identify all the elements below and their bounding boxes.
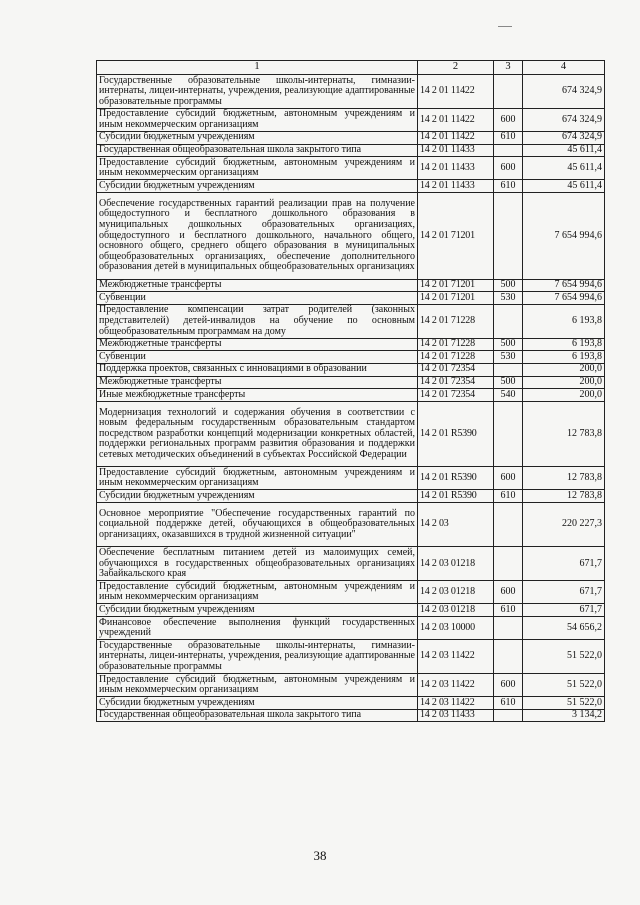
row-type [494, 640, 523, 674]
table-row [97, 490, 605, 503]
column-header-3: 3 [494, 61, 523, 75]
row-amount: 45 611,4 [523, 157, 605, 180]
row-code: 14 2 01 11422 [418, 75, 494, 109]
row-name: Предоставление субсидий бюджетным, автономным учреждениям и иным некоммерческим организациям [97, 157, 418, 180]
table-row [97, 640, 605, 674]
row-code: 14 2 01 72354 [418, 363, 494, 376]
row-name: Государственные образовательные школы-интернаты, гимназии-интернаты, лицеи-интернаты, учреждения, реализующие адаптированные образовательные программы [97, 75, 418, 109]
row-type: 500 [494, 338, 523, 351]
table-row [97, 674, 605, 697]
row-name: Финансовое обеспечение выполнения функций государственных учреждений [97, 617, 418, 640]
budget-table [96, 60, 605, 722]
row-name: Предоставление компенсации затрат родителей (законных представителей) детей-инвалидов на обучение по основным общеобразовательным программам на дому [97, 304, 418, 338]
row-name: Межбюджетные трансферты [97, 338, 418, 351]
page-edge-mark [498, 26, 512, 27]
table-row [97, 617, 605, 640]
row-type: 500 [494, 279, 523, 292]
row-type: 600 [494, 467, 523, 490]
row-code: 14 2 01 71201 [418, 192, 494, 279]
column-number-header-row [97, 61, 605, 75]
row-amount: 671,7 [523, 604, 605, 617]
row-name: Обеспечение государственных гарантий реализации прав на получение общедоступного и бесплатного дошкольного образования в муниципальных дошкольных образовательных организациях, общедоступного и бесплатного дошкольного, начального общего, основного общего, среднего общего образования в муниципальных общеобразовательных организациях, обеспечение дополнительного образования детей в муниципальных общеобразовательных организациях [97, 192, 418, 279]
row-code: 14 2 03 11422 [418, 697, 494, 710]
row-code: 14 2 03 11422 [418, 640, 494, 674]
row-code: 14 2 03 01218 [418, 604, 494, 617]
table-row [97, 192, 605, 279]
row-name: Субсидии бюджетным учреждениям [97, 131, 418, 144]
table-row [97, 144, 605, 157]
row-type [494, 75, 523, 109]
row-code: 14 2 01 71201 [418, 279, 494, 292]
row-name: Модернизация технологий и содержания обучения в соответствии с новым федеральным государственным образовательным стандартом посредством разработки концепций модернизации конкретных областей, поддержки региональных программ развития образования и поддержки сетевых методических объединений в субъектах Российской Федерации [97, 401, 418, 467]
row-code: 14 2 01 R5390 [418, 401, 494, 467]
row-code: 14 2 03 01218 [418, 547, 494, 581]
row-code: 14 2 01 R5390 [418, 490, 494, 503]
row-code: 14 2 01 71228 [418, 351, 494, 364]
row-name: Межбюджетные трансферты [97, 376, 418, 389]
row-amount: 200,0 [523, 376, 605, 389]
row-type [494, 617, 523, 640]
row-type: 600 [494, 108, 523, 131]
row-type: 610 [494, 490, 523, 503]
row-name: Предоставление субсидий бюджетным, автономным учреждениям и иным некоммерческим организациям [97, 674, 418, 697]
row-code: 14 2 01 11422 [418, 131, 494, 144]
row-amount: 45 611,4 [523, 180, 605, 193]
row-type [494, 304, 523, 338]
row-type [494, 547, 523, 581]
column-header-2: 2 [418, 61, 494, 75]
row-amount: 7 654 994,6 [523, 292, 605, 305]
row-name: Субвенции [97, 351, 418, 364]
row-type [494, 144, 523, 157]
row-amount: 51 522,0 [523, 640, 605, 674]
row-name: Предоставление субсидий бюджетным, автономным учреждениям и иным некоммерческим организациям [97, 108, 418, 131]
row-amount: 45 611,4 [523, 144, 605, 157]
row-name: Государственные образовательные школы-интернаты, гимназии-интернаты, лицеи-интернаты, учреждения, реализующие адаптированные образовательные программы [97, 640, 418, 674]
row-amount: 671,7 [523, 581, 605, 604]
row-name: Государственная общеобразовательная школа закрытого типа [97, 144, 418, 157]
row-amount: 674 324,9 [523, 131, 605, 144]
row-amount: 6 193,8 [523, 338, 605, 351]
row-amount: 12 783,8 [523, 490, 605, 503]
table-row [97, 709, 605, 722]
row-name: Государственная общеобразовательная школа закрытого типа [97, 709, 418, 722]
row-name: Межбюджетные трансферты [97, 279, 418, 292]
row-name: Субвенции [97, 292, 418, 305]
table-row [97, 180, 605, 193]
table-row [97, 467, 605, 490]
row-code: 14 2 01 11433 [418, 157, 494, 180]
row-code: 14 2 03 10000 [418, 617, 494, 640]
row-name: Обеспечение бесплатным питанием детей из малоимущих семей, обучающихся в государственных общеобразовательных организациях Забайкальского края [97, 547, 418, 581]
row-type [494, 363, 523, 376]
row-name: Поддержка проектов, связанных с инновациями в образовании [97, 363, 418, 376]
row-amount: 12 783,8 [523, 467, 605, 490]
table-row [97, 338, 605, 351]
row-type [494, 401, 523, 467]
table-row [97, 108, 605, 131]
table-row [97, 503, 605, 547]
table-row [97, 292, 605, 305]
row-name: Субсидии бюджетным учреждениям [97, 604, 418, 617]
table-row [97, 376, 605, 389]
row-type [494, 709, 523, 722]
row-name: Субсидии бюджетным учреждениям [97, 697, 418, 710]
row-type: 600 [494, 581, 523, 604]
row-name: Субсидии бюджетным учреждениям [97, 180, 418, 193]
row-amount: 3 134,2 [523, 709, 605, 722]
row-code: 14 2 01 11433 [418, 144, 494, 157]
row-amount: 54 656,2 [523, 617, 605, 640]
row-amount: 200,0 [523, 363, 605, 376]
table-row [97, 351, 605, 364]
row-code: 14 2 01 71228 [418, 304, 494, 338]
row-code: 14 2 03 11433 [418, 709, 494, 722]
row-type: 610 [494, 180, 523, 193]
page-number: 38 [313, 848, 327, 863]
row-amount: 671,7 [523, 547, 605, 581]
table-row [97, 131, 605, 144]
row-type: 600 [494, 157, 523, 180]
row-code: 14 2 01 71228 [418, 338, 494, 351]
row-amount: 51 522,0 [523, 674, 605, 697]
row-type: 530 [494, 292, 523, 305]
row-type: 610 [494, 697, 523, 710]
row-amount: 12 783,8 [523, 401, 605, 467]
row-type: 530 [494, 351, 523, 364]
row-type [494, 192, 523, 279]
row-code: 14 2 01 11422 [418, 108, 494, 131]
row-amount: 6 193,8 [523, 351, 605, 364]
table-row [97, 363, 605, 376]
table-row [97, 279, 605, 292]
row-type: 600 [494, 674, 523, 697]
row-amount: 6 193,8 [523, 304, 605, 338]
row-amount: 674 324,9 [523, 75, 605, 109]
row-type: 500 [494, 376, 523, 389]
table-row [97, 604, 605, 617]
row-amount: 220 227,3 [523, 503, 605, 547]
row-type [494, 503, 523, 547]
row-amount: 7 654 994,6 [523, 192, 605, 279]
column-header-4: 4 [523, 61, 605, 75]
row-code: 14 2 03 01218 [418, 581, 494, 604]
column-header-1: 1 [97, 61, 418, 75]
row-name: Предоставление субсидий бюджетным, автономным учреждениям и иным некоммерческим организациям [97, 581, 418, 604]
table-row [97, 697, 605, 710]
row-type: 540 [494, 389, 523, 402]
row-name: Иные межбюджетные трансферты [97, 389, 418, 402]
row-code: 14 2 01 72354 [418, 389, 494, 402]
row-code: 14 2 03 11422 [418, 674, 494, 697]
row-name: Субсидии бюджетным учреждениям [97, 490, 418, 503]
row-amount: 674 324,9 [523, 108, 605, 131]
row-code: 14 2 03 [418, 503, 494, 547]
table-row [97, 581, 605, 604]
table-row [97, 75, 605, 109]
row-code: 14 2 01 R5390 [418, 467, 494, 490]
table-row [97, 304, 605, 338]
row-amount: 51 522,0 [523, 697, 605, 710]
row-name: Основное мероприятие "Обеспечение государственных гарантий по социальной поддержке детей, обучающихся в общеобразовательных организациях, оказавшихся в трудной жизненной ситуации" [97, 503, 418, 547]
row-type: 610 [494, 131, 523, 144]
row-amount: 7 654 994,6 [523, 279, 605, 292]
row-type: 610 [494, 604, 523, 617]
table-row [97, 389, 605, 402]
row-code: 14 2 01 71201 [418, 292, 494, 305]
row-amount: 200,0 [523, 389, 605, 402]
row-code: 14 2 01 72354 [418, 376, 494, 389]
table-row [97, 547, 605, 581]
table-row [97, 157, 605, 180]
row-name: Предоставление субсидий бюджетным, автономным учреждениям и иным некоммерческим организациям [97, 467, 418, 490]
table-row [97, 401, 605, 467]
row-code: 14 2 01 11433 [418, 180, 494, 193]
